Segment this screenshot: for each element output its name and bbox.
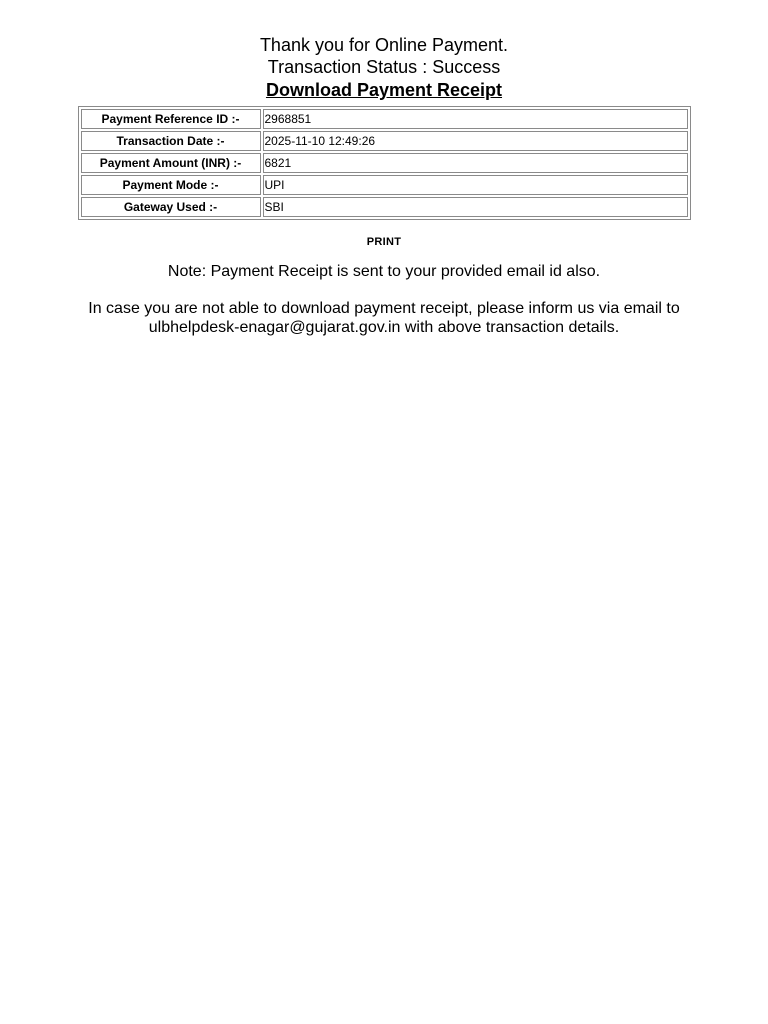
- payment-amount-value: 6821: [263, 153, 688, 173]
- payment-mode-value: UPI: [263, 175, 688, 195]
- payment-mode-label: Payment Mode :-: [81, 175, 261, 195]
- table-row: [81, 197, 688, 217]
- transaction-date-value: 2025-11-10 12:49:26: [263, 131, 688, 151]
- help-line-2: ulbhelpdesk-enagar@gujarat.gov.in with above transaction details.: [148, 319, 620, 336]
- table-row: [81, 109, 688, 129]
- gateway-used-value: SBI: [263, 197, 688, 217]
- payment-amount-label: Payment Amount (INR) :-: [81, 153, 261, 173]
- table-row: [81, 131, 688, 151]
- payment-reference-value: 2968851: [263, 109, 688, 129]
- payment-confirmation-page: [0, 0, 768, 337]
- gateway-used-label: Gateway Used :-: [81, 197, 261, 217]
- transaction-date-label: Transaction Date :-: [81, 131, 261, 151]
- email-note: Note: Payment Receipt is sent to your provided email id also.: [167, 263, 601, 280]
- transaction-status: Transaction Status : Success: [267, 57, 501, 77]
- table-row: [81, 153, 688, 173]
- download-receipt-link[interactable]: Download Payment Receipt: [265, 80, 503, 100]
- transaction-details-table: [78, 106, 691, 220]
- print-button[interactable]: PRINT: [366, 236, 402, 248]
- thank-you-message: Thank you for Online Payment.: [259, 35, 509, 55]
- help-line-1: In case you are not able to download payment receipt, please inform us via email to: [88, 300, 680, 317]
- table-row: [81, 175, 688, 195]
- payment-reference-label: Payment Reference ID :-: [81, 109, 261, 129]
- help-message: [40, 299, 728, 337]
